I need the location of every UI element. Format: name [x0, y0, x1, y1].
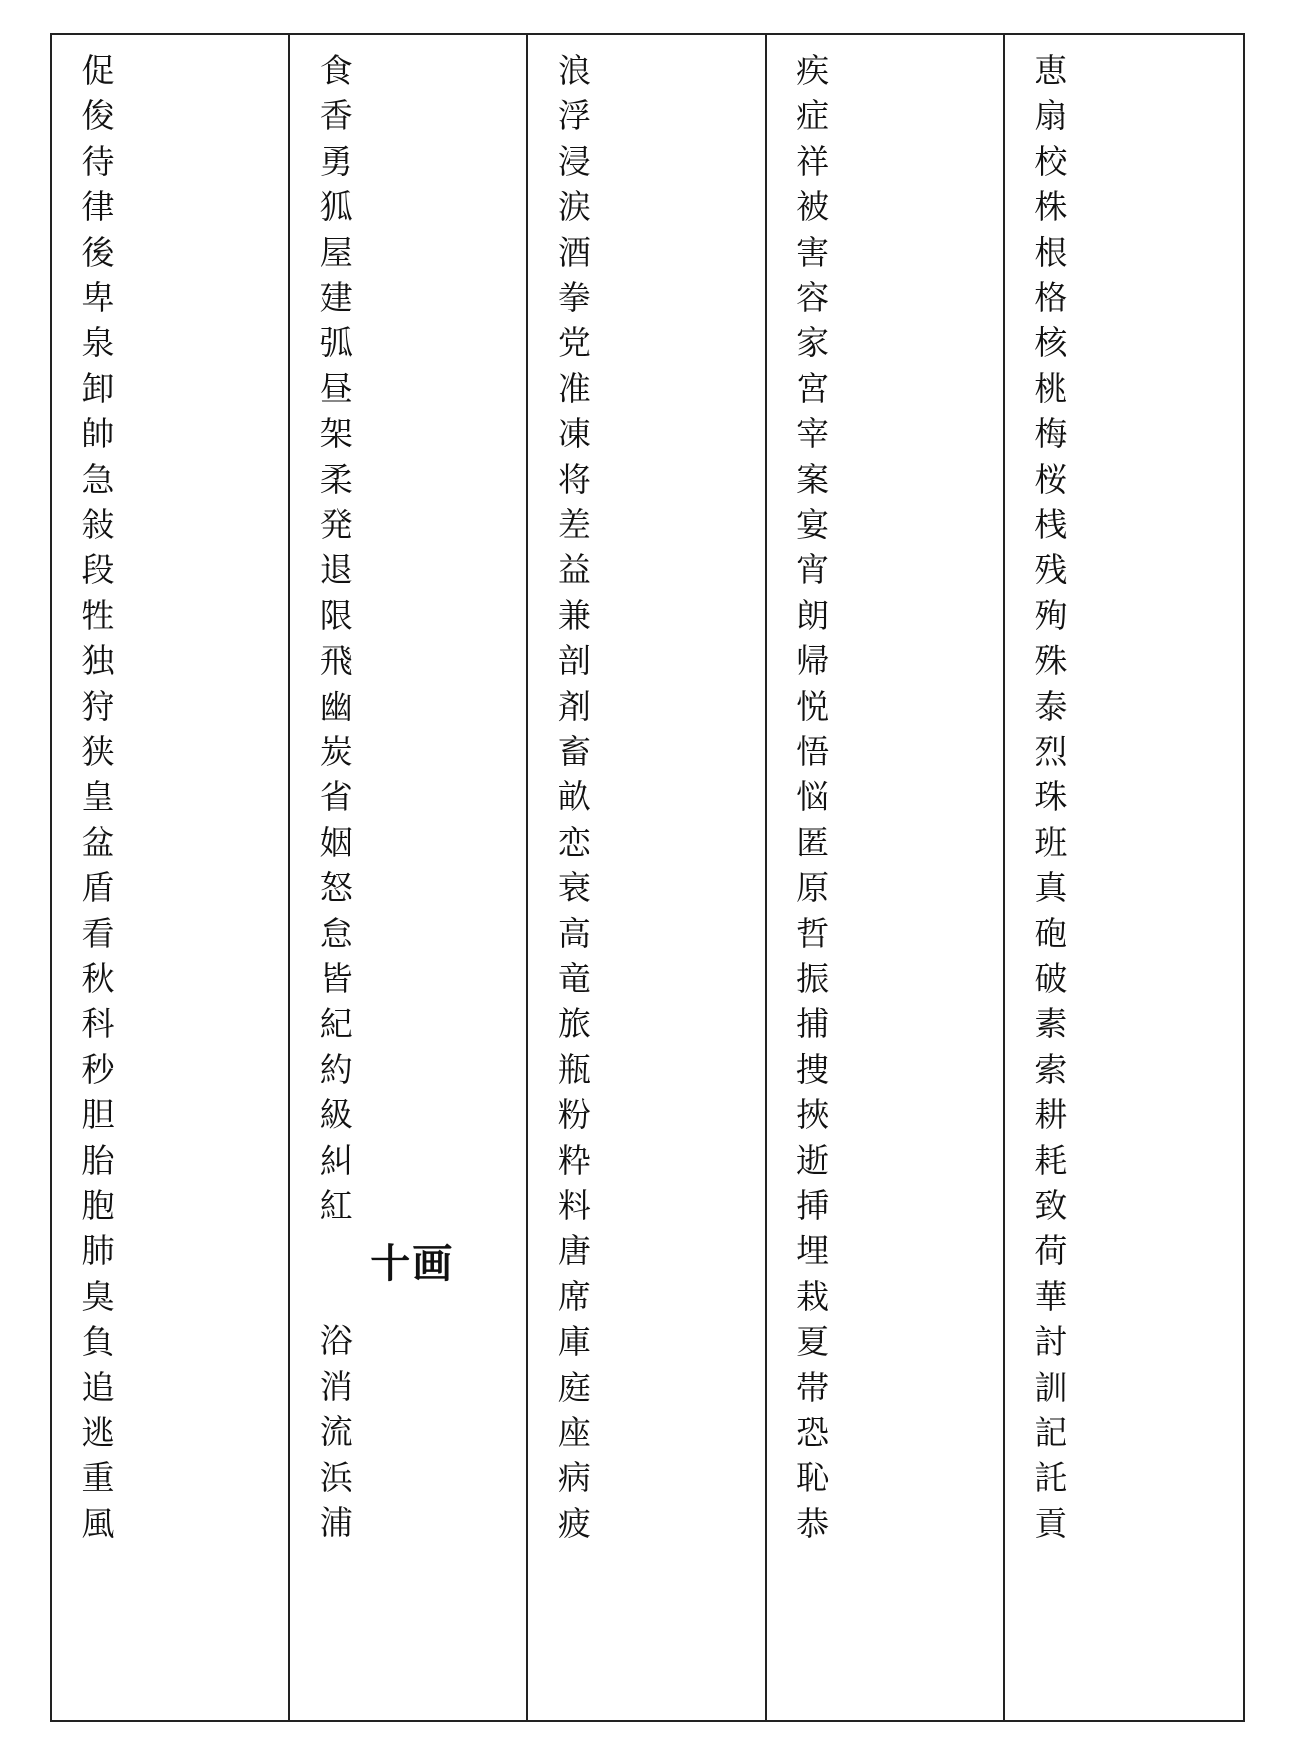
kanji-char: 記 — [1034, 1413, 1068, 1452]
kanji-char: 真 — [1034, 868, 1068, 908]
kanji-char: 泉 — [81, 323, 115, 363]
kanji-char: 凍 — [557, 414, 591, 454]
kanji-char: 飛 — [319, 641, 353, 681]
kanji-char: 香 — [319, 96, 353, 136]
kanji-char: 剤 — [557, 686, 591, 726]
kanji-char: 株 — [1034, 187, 1068, 227]
kanji-char: 胞 — [81, 1186, 115, 1225]
kanji-char: 根 — [1034, 232, 1068, 272]
kanji-char: 疲 — [557, 1503, 591, 1543]
kanji-char: 扇 — [1034, 96, 1068, 136]
kanji-char: 恭 — [796, 1503, 830, 1543]
kanji-char: 差 — [557, 505, 591, 544]
kanji-char: 症 — [796, 96, 830, 136]
kanji-char: 帰 — [796, 641, 830, 681]
kanji-char: 逝 — [796, 1140, 830, 1180]
kanji-char: 発 — [319, 505, 353, 544]
kanji-char: 柔 — [319, 459, 353, 499]
kanji-char: 原 — [796, 868, 830, 908]
kanji-char: 狩 — [81, 686, 115, 726]
kanji-char: 容 — [796, 278, 830, 317]
kanji-char: 核 — [1034, 323, 1068, 363]
kanji-char: 炭 — [319, 732, 353, 771]
kanji-char: 疾 — [796, 51, 830, 90]
kanji-char: 昼 — [319, 368, 353, 408]
kanji-char: 促 — [81, 51, 115, 90]
kanji-char: 校 — [1034, 141, 1068, 181]
kanji-char: 律 — [81, 187, 115, 227]
kanji-char: 朗 — [796, 595, 830, 635]
kanji-char: 悟 — [796, 732, 830, 771]
kanji-char: 害 — [796, 232, 830, 272]
kanji-char: 党 — [557, 323, 591, 363]
kanji-char: 食 — [319, 51, 353, 90]
kanji-char: 訓 — [1034, 1367, 1068, 1407]
kanji-char: 恥 — [796, 1458, 830, 1498]
kanji-char: 紀 — [319, 1004, 353, 1044]
kanji-char: 桟 — [1034, 505, 1068, 544]
kanji-char: 捕 — [796, 1004, 830, 1044]
kanji-char: 宰 — [796, 414, 830, 454]
kanji-char: 浴 — [319, 1321, 353, 1361]
kanji-char: 後 — [81, 232, 115, 272]
kanji-char: 盾 — [81, 868, 115, 908]
kanji-column-4 — [767, 35, 1005, 1720]
kanji-char: 皇 — [81, 777, 115, 817]
kanji-char: 殉 — [1034, 595, 1068, 635]
kanji-char: 華 — [1034, 1276, 1068, 1316]
kanji-char: 旅 — [557, 1004, 591, 1044]
kanji-char: 流 — [319, 1412, 353, 1452]
kanji-char: 班 — [1034, 822, 1068, 862]
kanji-char: 悦 — [796, 686, 830, 726]
kanji-char: 建 — [319, 278, 353, 317]
kanji-char: 級 — [319, 1095, 353, 1135]
kanji-char: 卑 — [81, 278, 115, 317]
kanji-char: 瓶 — [557, 1049, 591, 1089]
kanji-char: 烈 — [1034, 732, 1068, 771]
kanji-char: 負 — [81, 1322, 115, 1362]
kanji-char: 素 — [1034, 1004, 1068, 1044]
kanji-column-2 — [290, 35, 528, 1720]
kanji-char: 秒 — [81, 1049, 115, 1089]
kanji-char: 恋 — [557, 822, 591, 862]
kanji-char: 弧 — [319, 323, 353, 363]
kanji-char: 衰 — [557, 868, 591, 908]
kanji-char: 架 — [319, 414, 353, 454]
kanji-char: 風 — [81, 1503, 115, 1543]
kanji-char: 兼 — [557, 595, 591, 635]
kanji-char: 浮 — [557, 96, 591, 136]
kanji-char: 恵 — [1034, 51, 1068, 90]
kanji-char: 泰 — [1034, 686, 1068, 726]
kanji-char: 敍 — [81, 505, 115, 544]
kanji-char: 臭 — [81, 1276, 115, 1316]
kanji-char: 胎 — [81, 1140, 115, 1180]
kanji-char: 貢 — [1034, 1503, 1068, 1543]
kanji-char: 紅 — [319, 1186, 353, 1225]
kanji-char: 珠 — [1034, 777, 1068, 817]
kanji-char: 剖 — [557, 641, 591, 681]
kanji-char: 屋 — [319, 232, 353, 272]
kanji-char: 討 — [1034, 1322, 1068, 1362]
kanji-char: 挿 — [796, 1186, 830, 1225]
kanji-char: 浦 — [319, 1503, 353, 1542]
kanji-char: 席 — [557, 1276, 591, 1316]
kanji-char: 哲 — [796, 913, 830, 953]
kanji-char: 病 — [557, 1458, 591, 1498]
kanji-char: 帯 — [796, 1367, 830, 1407]
kanji-char: 消 — [319, 1366, 353, 1406]
kanji-char: 糾 — [319, 1140, 353, 1180]
kanji-char: 悩 — [796, 777, 830, 817]
kanji-char: 追 — [81, 1367, 115, 1407]
kanji-char: 准 — [557, 368, 591, 408]
kanji-char: 梅 — [1034, 414, 1068, 454]
stroke-count-heading: 十画 — [370, 1241, 455, 1288]
kanji-char: 怒 — [319, 868, 353, 908]
kanji-char: 浸 — [557, 141, 591, 181]
kanji-char: 皆 — [319, 959, 353, 998]
kanji-char: 俊 — [81, 96, 115, 136]
kanji-char: 粋 — [557, 1140, 591, 1180]
kanji-char: 重 — [81, 1458, 115, 1498]
kanji-char: 庫 — [557, 1322, 591, 1362]
kanji-column-5 — [1005, 35, 1243, 1720]
kanji-char: 恐 — [796, 1413, 830, 1452]
kanji-char: 科 — [81, 1004, 115, 1044]
kanji-char: 胆 — [81, 1095, 115, 1135]
kanji-char: 省 — [319, 777, 353, 817]
kanji-char: 料 — [557, 1186, 591, 1225]
kanji-char: 帥 — [81, 414, 115, 454]
kanji-char: 家 — [796, 323, 830, 363]
kanji-char: 荷 — [1034, 1231, 1068, 1271]
kanji-char: 浪 — [557, 51, 591, 90]
kanji-char: 宮 — [796, 368, 830, 408]
kanji-char: 宵 — [796, 550, 830, 590]
kanji-char: 捜 — [796, 1049, 830, 1089]
kanji-char: 盆 — [81, 822, 115, 862]
kanji-char: 桜 — [1034, 459, 1068, 499]
kanji-char: 独 — [81, 641, 115, 681]
kanji-char: 桃 — [1034, 368, 1068, 408]
kanji-char: 約 — [319, 1049, 353, 1089]
kanji-char: 幽 — [319, 686, 353, 726]
kanji-char: 匿 — [796, 822, 830, 862]
kanji-char: 浜 — [319, 1457, 353, 1497]
kanji-char: 案 — [796, 459, 830, 499]
kanji-char: 唐 — [557, 1231, 591, 1271]
kanji-char: 涙 — [557, 187, 591, 227]
kanji-char: 畝 — [557, 777, 591, 817]
kanji-table — [50, 33, 1245, 1722]
kanji-char: 急 — [81, 459, 115, 499]
kanji-char: 栽 — [796, 1276, 830, 1316]
kanji-char: 座 — [557, 1413, 591, 1452]
kanji-char: 待 — [81, 141, 115, 181]
kanji-column-3 — [528, 35, 766, 1720]
kanji-char: 拳 — [557, 278, 591, 317]
kanji-char: 高 — [557, 913, 591, 953]
kanji-char: 夏 — [796, 1322, 830, 1362]
kanji-char: 庭 — [557, 1367, 591, 1407]
kanji-char: 振 — [796, 959, 830, 998]
kanji-char: 逃 — [81, 1413, 115, 1452]
kanji-char: 宴 — [796, 505, 830, 544]
kanji-char: 託 — [1034, 1458, 1068, 1498]
kanji-char: 看 — [81, 913, 115, 953]
kanji-char: 勇 — [319, 141, 353, 181]
kanji-char: 秋 — [81, 959, 115, 998]
kanji-char: 祥 — [796, 141, 830, 181]
kanji-char: 残 — [1034, 550, 1068, 590]
kanji-char: 埋 — [796, 1231, 830, 1271]
kanji-char: 挾 — [796, 1095, 830, 1135]
kanji-char: 段 — [81, 550, 115, 590]
kanji-char: 索 — [1034, 1049, 1068, 1089]
kanji-char: 狭 — [81, 732, 115, 771]
kanji-char: 姻 — [319, 822, 353, 862]
kanji-column-1 — [52, 35, 290, 1720]
kanji-char: 砲 — [1034, 913, 1068, 953]
kanji-char: 狐 — [319, 187, 353, 227]
kanji-char: 将 — [557, 459, 591, 499]
kanji-char: 肺 — [81, 1231, 115, 1271]
kanji-char: 殊 — [1034, 641, 1068, 681]
kanji-char: 耗 — [1034, 1140, 1068, 1180]
kanji-char: 致 — [1034, 1186, 1068, 1225]
kanji-char: 被 — [796, 187, 830, 227]
kanji-char: 怠 — [319, 913, 353, 953]
kanji-char: 粉 — [557, 1095, 591, 1135]
kanji-char: 畜 — [557, 732, 591, 771]
kanji-char: 耕 — [1034, 1095, 1068, 1135]
kanji-char: 退 — [319, 550, 353, 590]
kanji-char: 限 — [319, 595, 353, 635]
kanji-char: 竜 — [557, 959, 591, 998]
kanji-char: 酒 — [557, 232, 591, 272]
kanji-char: 破 — [1034, 959, 1068, 998]
kanji-char: 益 — [557, 550, 591, 590]
kanji-char: 卸 — [81, 368, 115, 408]
kanji-char: 格 — [1034, 278, 1068, 317]
kanji-char: 牲 — [81, 595, 115, 635]
